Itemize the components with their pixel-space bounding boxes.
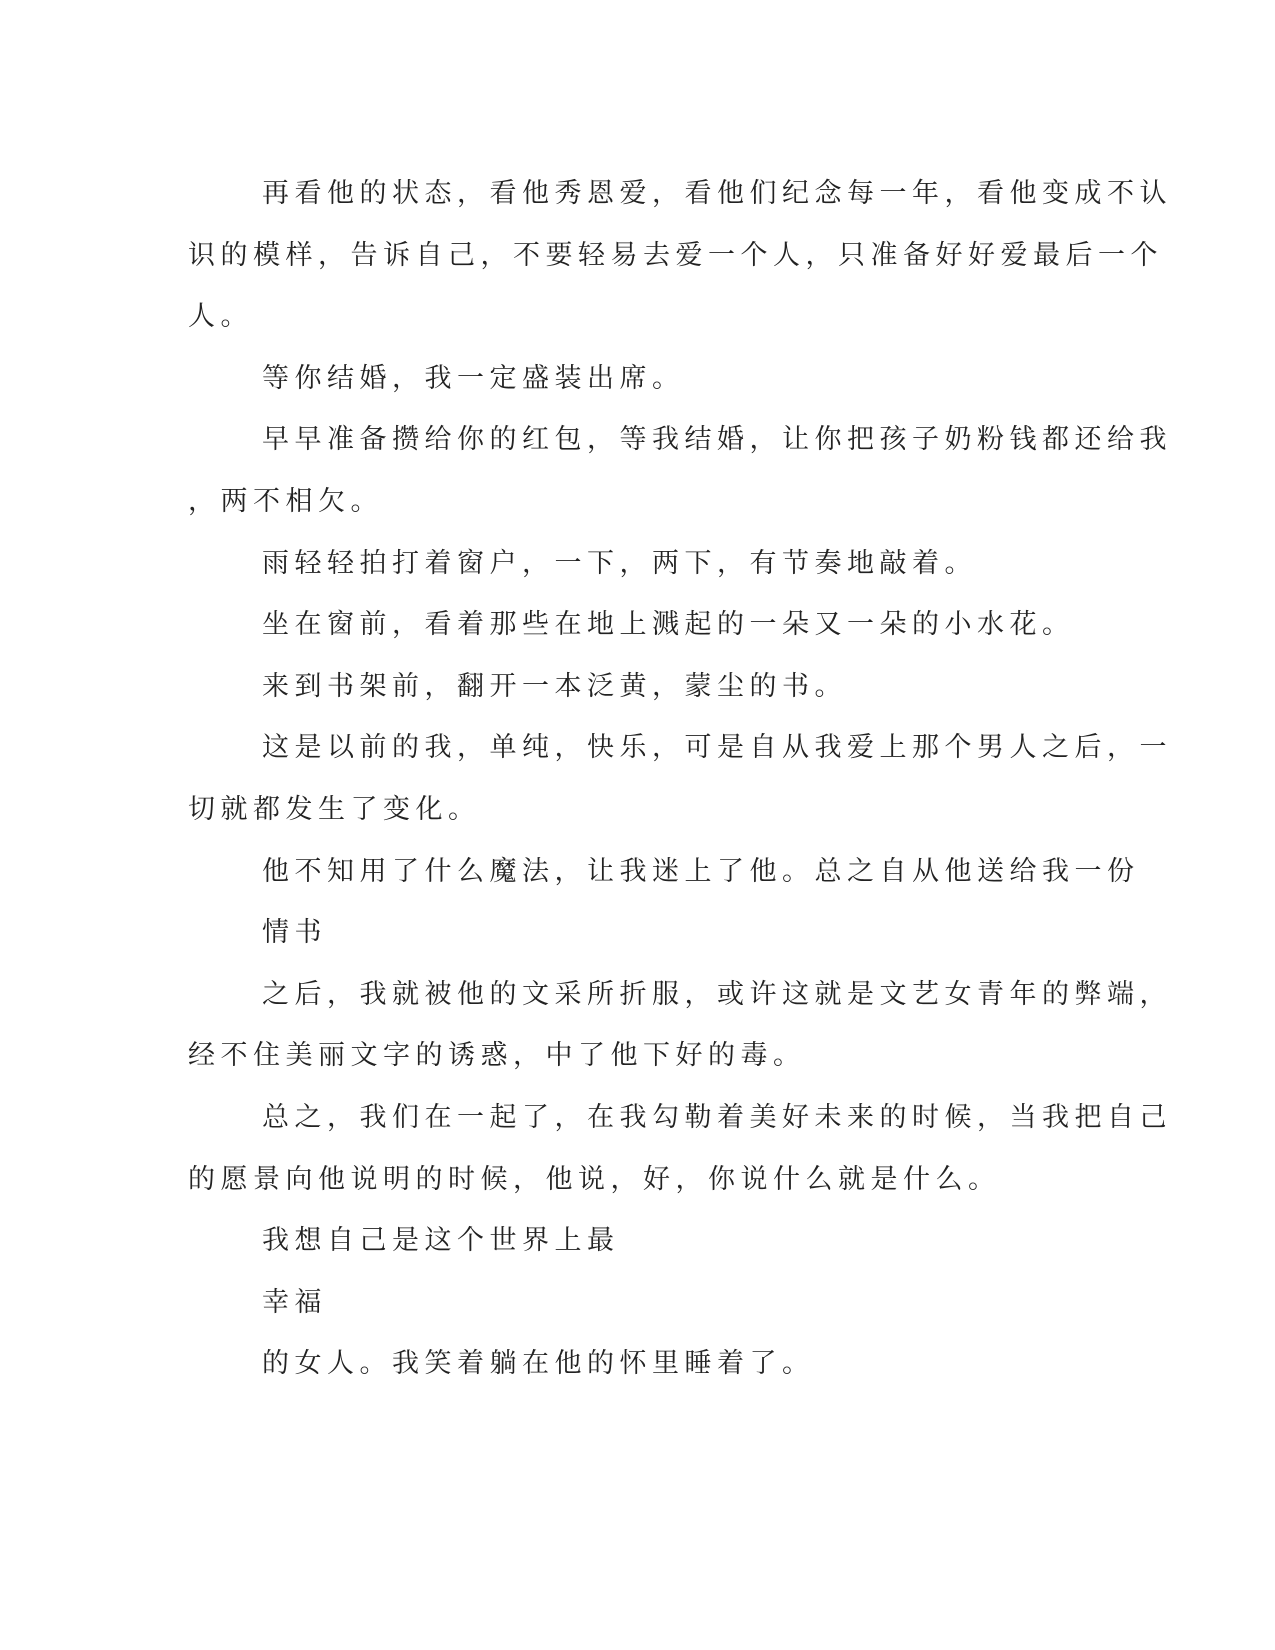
text-line: 等你结婚，我一定盛装出席。 <box>262 362 685 394</box>
text-line: 我想自己是这个世界上最 <box>262 1225 620 1257</box>
text-line: 来到书架前，翻开一本泛黄，蒙尘的书。 <box>262 670 847 702</box>
text-line: 切就都发生了变化。 <box>188 793 481 825</box>
text-line: 早早准备攒给你的红包，等我结婚，让你把孩子奶粉钱都还给我 <box>262 424 1172 456</box>
text-line: 之后，我就被他的文采所折服，或许这就是文艺女青年的弊端， <box>262 978 1172 1010</box>
text-line: 人。 <box>188 301 253 333</box>
text-line: 总之，我们在一起了，在我勾勒着美好未来的时候，当我把自己 <box>262 1101 1172 1133</box>
text-line: 坐在窗前，看着那些在地上溅起的一朵又一朵的小水花。 <box>262 609 1075 641</box>
text-line: 情书 <box>262 917 327 949</box>
text-line: 再看他的状态，看他秀恩爱，看他们纪念每一年，看他变成不认 <box>262 178 1172 209</box>
text-line: 的愿景向他说明的时候，他说，好，你说什么就是什么。 <box>188 1163 1001 1195</box>
text-line: 这是以前的我，单纯，快乐，可是自从我爱上那个男人之后，一 <box>262 732 1172 764</box>
text-line: 他不知用了什么魔法，让我迷上了他。总之自从他送给我一份 <box>262 855 1140 887</box>
text-line: 经不住美丽文字的诱惑，中了他下好的毒。 <box>188 1040 806 1072</box>
document-body <box>188 163 1172 1395</box>
text-line: 幸福 <box>262 1286 327 1318</box>
text-line: 识的模样，告诉自己，不要轻易去爱一个人，只准备好好爱最后一个 <box>188 239 1163 271</box>
text-line: ，两不相欠。 <box>188 485 383 517</box>
text-line: 雨轻轻拍打着窗户，一下，两下，有节奏地敲着。 <box>262 547 977 579</box>
text-line: 的女人。我笑着躺在他的怀里睡着了。 <box>262 1348 815 1380</box>
